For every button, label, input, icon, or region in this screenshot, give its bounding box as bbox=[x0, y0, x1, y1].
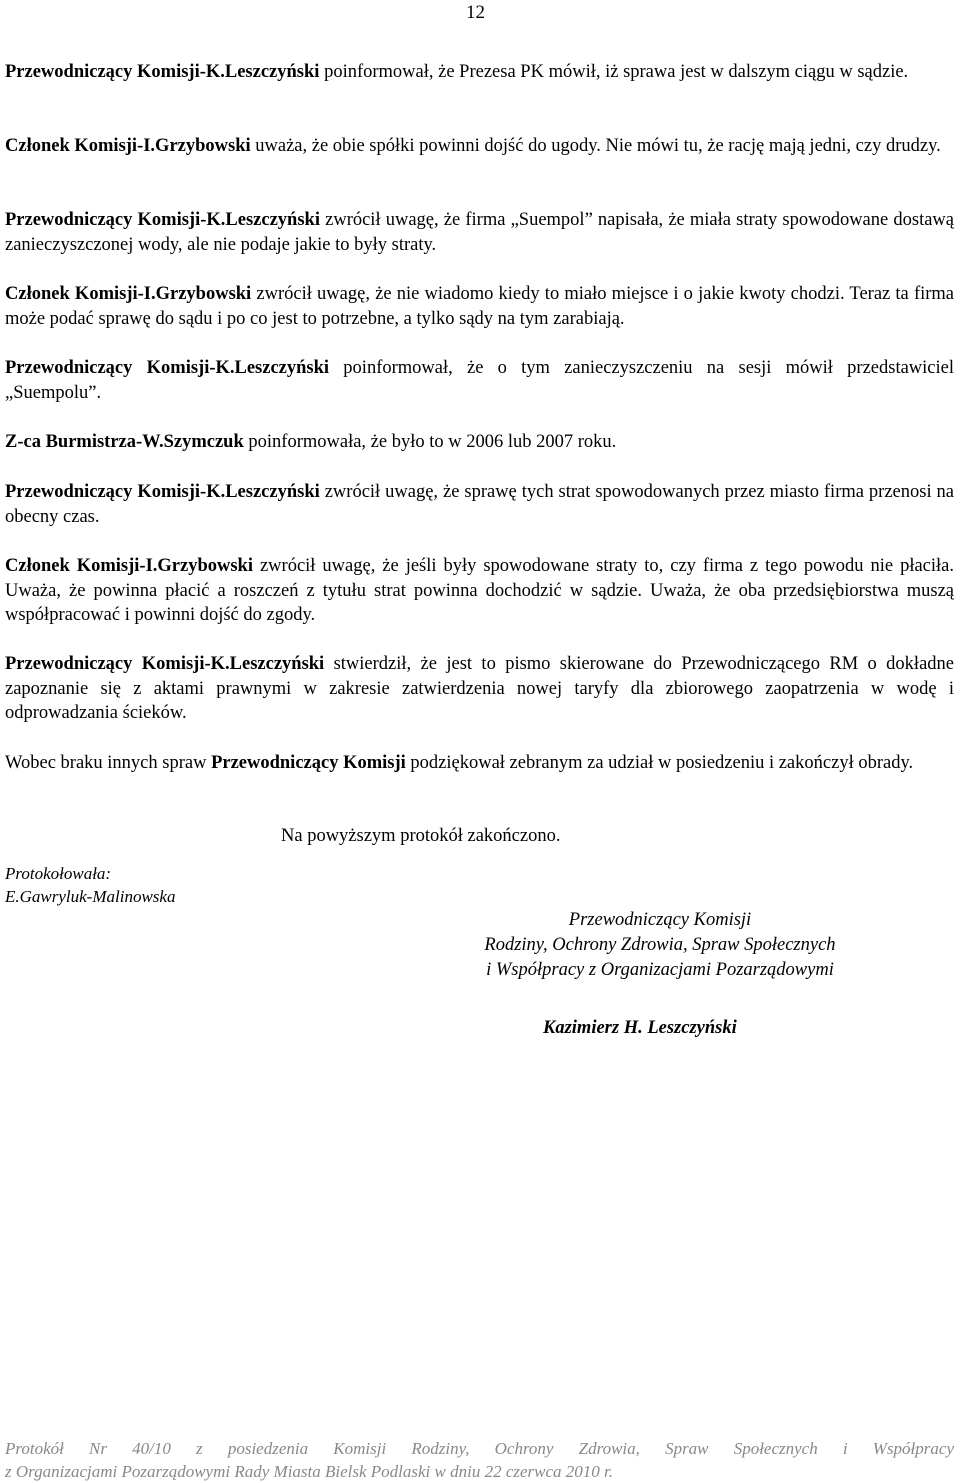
signature-line-2: Rodziny, Ochrony Zdrowia, Spraw Społecznych bbox=[484, 935, 836, 955]
paragraph-text: uważa, że obie spółki powinni dojść do ugody. Nie mówi tu, że rację mają jedni, czy drudzy. bbox=[250, 136, 941, 156]
speaker-name: Członek Komisji-I.Grzybowski bbox=[5, 136, 251, 156]
speaker-name: Przewodniczący Komisji-K.Leszczyński bbox=[5, 482, 320, 502]
signature-name: Kazimierz H. Leszczyński bbox=[543, 1018, 737, 1038]
paragraph bbox=[5, 554, 954, 628]
paragraph-text: zwrócił uwagę, że firma „Suempol” napisała, że miała straty spowodowane dostawą zanieczyszczonej wody, ale nie podaje jakie to były straty. bbox=[5, 210, 955, 255]
speaker-name: Przewodniczący Komisji-K.Leszczyński bbox=[5, 62, 320, 82]
speaker-name: Członek Komisji-I.Grzybowski bbox=[5, 284, 252, 304]
signature-line-1: Przewodniczący Komisji bbox=[568, 910, 752, 930]
paragraph bbox=[5, 356, 954, 405]
speaker-name: Przewodniczący Komisji-K.Leszczyński bbox=[5, 654, 325, 674]
recorder-label: Protokołowała: bbox=[5, 864, 112, 883]
paragraph-text: poinformował, że Prezesa PK mówił, iż sprawa jest w dalszym ciągu w sądzie. bbox=[319, 62, 909, 82]
paragraph-text: poinformowała, że było to w 2006 lub 2007 roku. bbox=[243, 432, 617, 452]
final-text-after: podziękował zebranym za udział w posiedzeniu i zakończył obrady. bbox=[405, 753, 914, 773]
footer-line-2: z Organizacjami Pozarządowymi Rady Miasta Bielsk Podlaski w dniu 22 czerwca 2010 r. bbox=[5, 1462, 614, 1481]
paragraph-text: stwierdził, że jest to pismo skierowane do Przewodniczącego RM o dokładne zapoznanie się z aktami prawnymi w zakresie zatwierdzenia nowej taryfy dla zbiorowego zaopatrzenia w wodę i odprowadzania ścieków. bbox=[5, 654, 954, 723]
paragraph bbox=[5, 480, 954, 529]
paragraph-text: zwrócił uwagę, że nie wiadomo kiedy to miało miejsce i o jakie kwoty chodzi. Teraz ta firma może podać sprawę do sądu i po co jest to potrzebne, a tylko sądy na tym zarabiają. bbox=[5, 284, 955, 329]
final-text-bold: Przewodniczący Komisji bbox=[211, 753, 406, 773]
paragraph bbox=[5, 282, 954, 331]
final-text-before: Wobec braku innych spraw bbox=[5, 753, 212, 773]
paragraph bbox=[5, 652, 954, 726]
paragraph bbox=[5, 60, 954, 85]
page-number: 12 bbox=[466, 2, 485, 23]
footer-line-1: Protokół Nr 40/10 z posiedzenia Komisji Rodziny, Ochrony Zdrowia, Spraw Społecznych i Współpracy bbox=[5, 1439, 954, 1458]
paragraph-text: zwrócił uwagę, że jeśli były spowodowane straty to, czy firma z tego powodu nie płaciła. Uważa, że powinna płacić a roszczeń z tytułu strat powinna dochodzić w sądzie. Uważa, że oba przedsiębiorstwa muszą współpracować i powinni dojść do zgody. bbox=[5, 556, 955, 625]
paragraph bbox=[5, 208, 954, 257]
final-paragraph bbox=[5, 751, 954, 776]
paragraph-text: zwrócił uwagę, że sprawę tych strat spowodowanych przez miasto firma przenosi na obecny czas. bbox=[5, 482, 954, 527]
paragraph-text: poinformował, że o tym zanieczyszczeniu na sesji mówił przedstawiciel „Suempolu”. bbox=[5, 358, 954, 403]
speaker-name: Przewodniczący Komisji-K.Leszczyński bbox=[5, 210, 320, 230]
speaker-name: Członek Komisji-I.Grzybowski bbox=[5, 556, 253, 576]
speaker-name: Z-ca Burmistrza-W.Szymczuk bbox=[5, 432, 244, 452]
closing-statement: Na powyższym protokół zakończono. bbox=[281, 826, 561, 846]
recorder-name: E.Gawryluk-Malinowska bbox=[5, 887, 176, 906]
speaker-name: Przewodniczący Komisji-K.Leszczyński bbox=[5, 358, 330, 378]
signature-line-3: i Współpracy z Organizacjami Pozarządowymi bbox=[486, 960, 834, 980]
paragraph bbox=[5, 430, 954, 455]
paragraph bbox=[5, 134, 954, 159]
